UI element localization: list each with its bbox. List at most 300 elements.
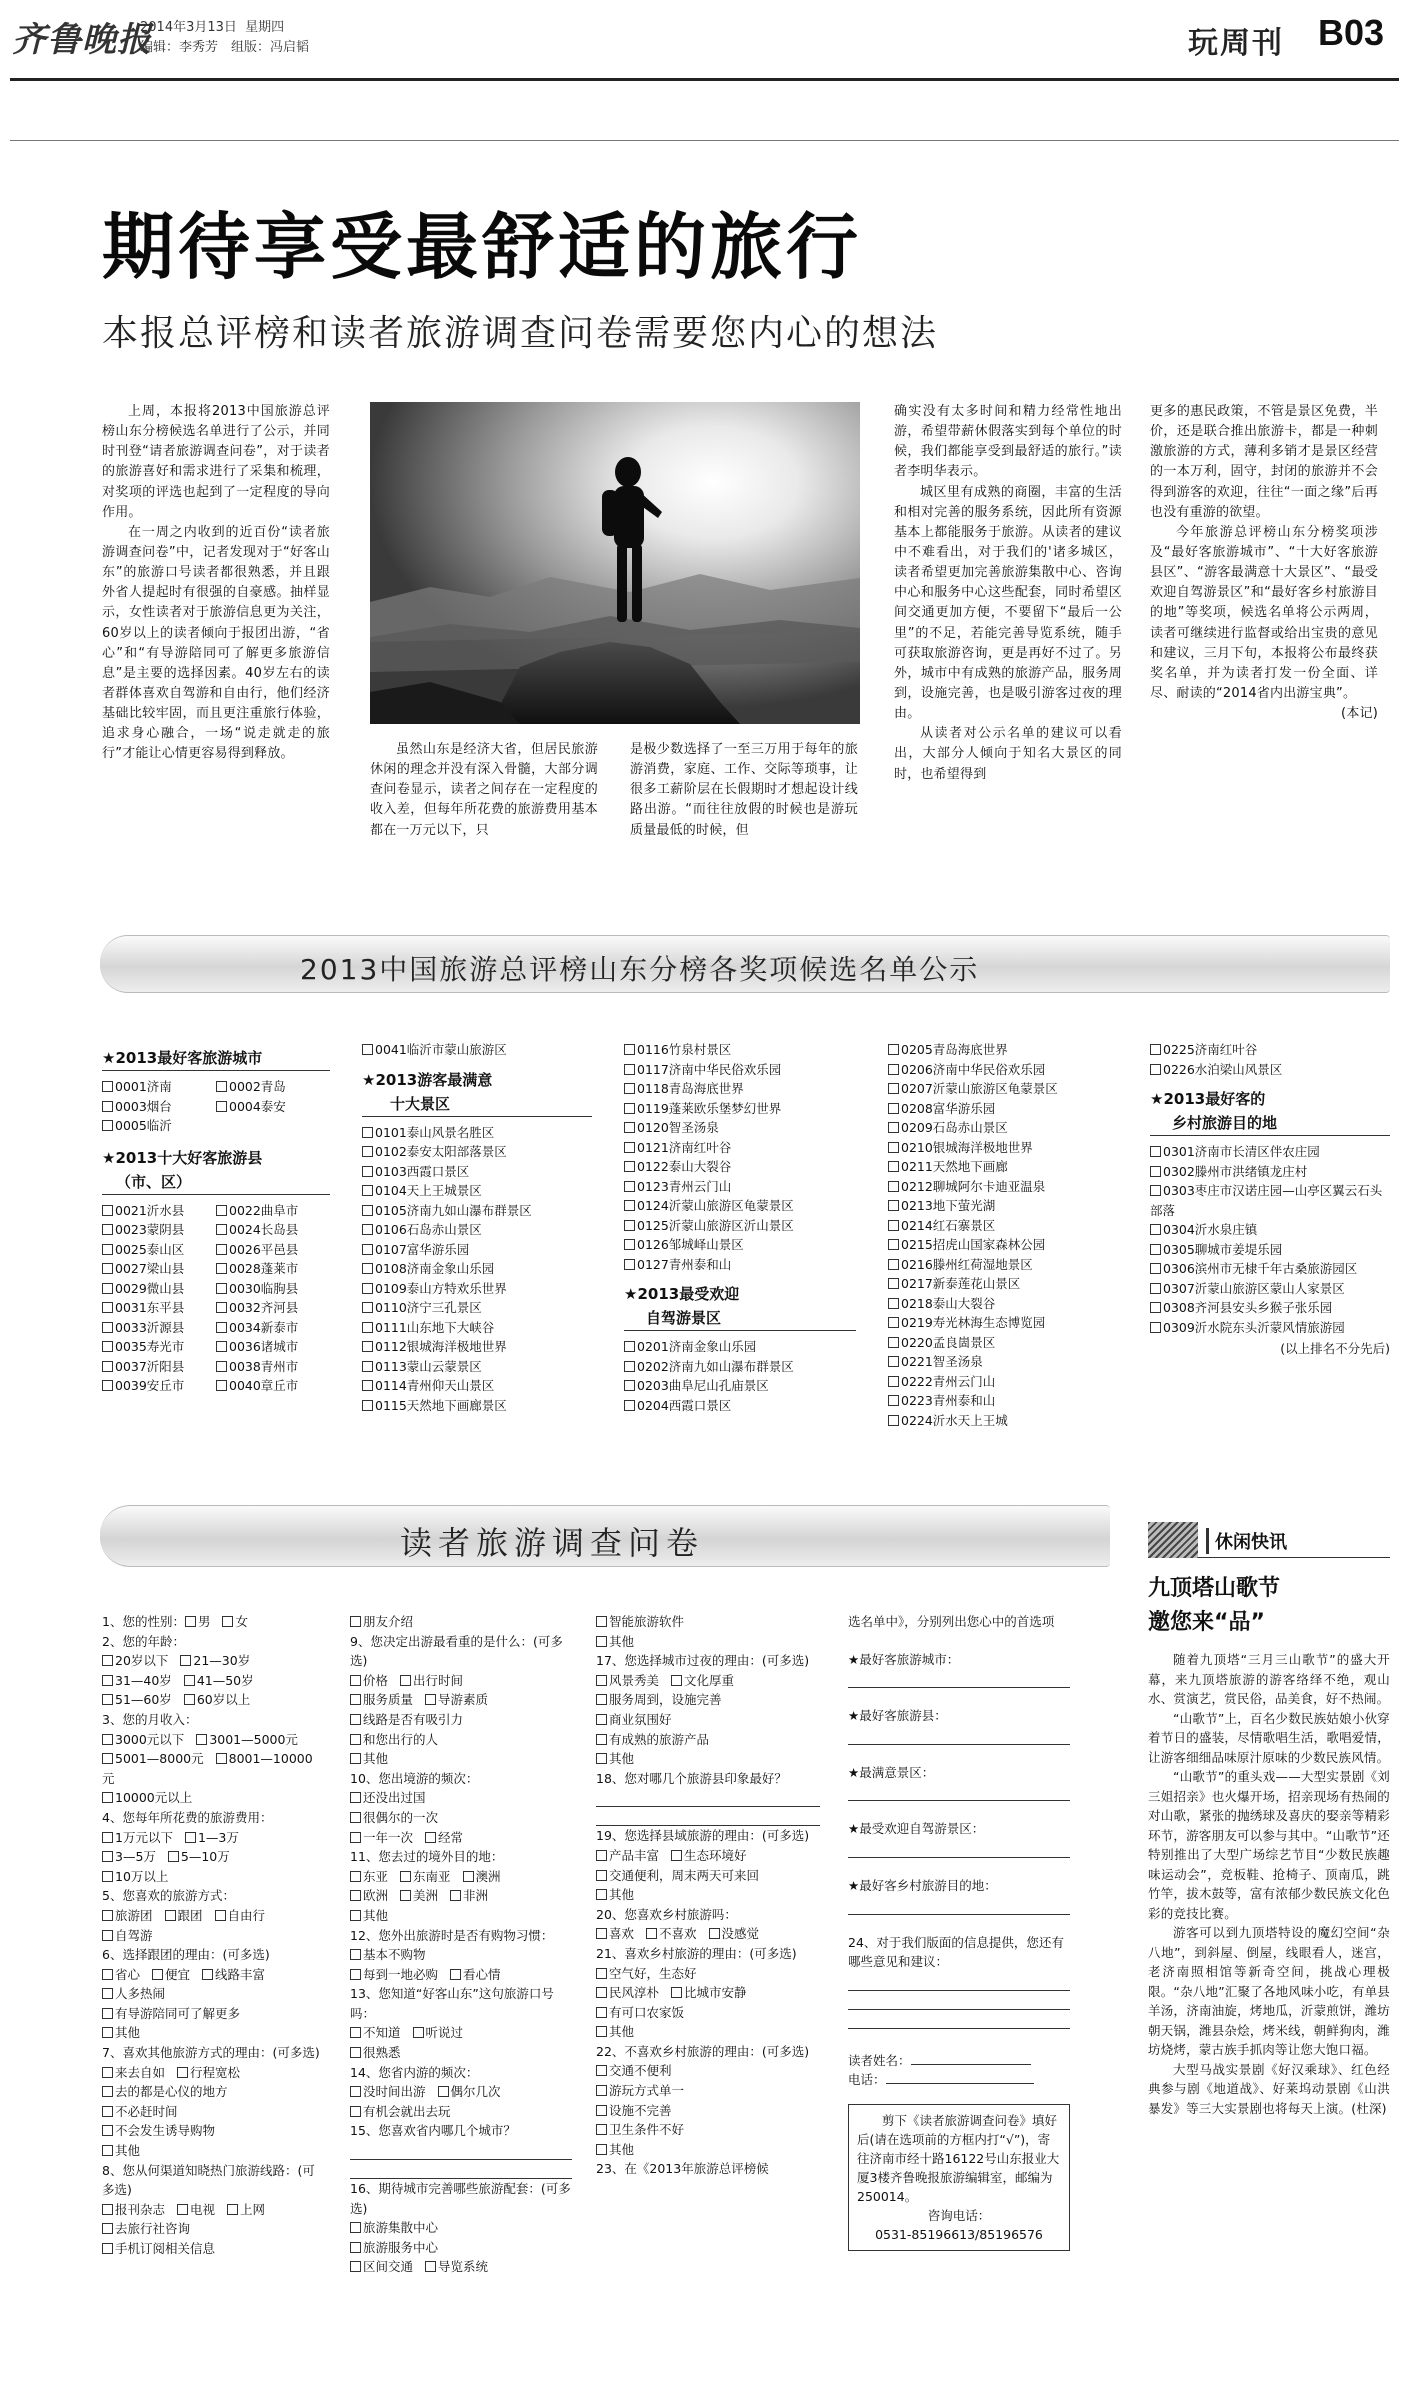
answer-line[interactable] bbox=[848, 1839, 1070, 1858]
checkbox[interactable] bbox=[624, 1200, 635, 1211]
survey-option[interactable] bbox=[350, 1732, 438, 1747]
survey-option[interactable] bbox=[102, 2221, 190, 2236]
survey-option[interactable] bbox=[102, 2104, 178, 2119]
survey-option[interactable] bbox=[413, 2025, 464, 2040]
checkbox[interactable] bbox=[202, 1969, 213, 1980]
survey-option[interactable] bbox=[350, 1810, 438, 1825]
checkbox[interactable] bbox=[596, 2065, 607, 2076]
answer-line[interactable] bbox=[848, 1991, 1070, 2010]
survey-option[interactable] bbox=[596, 2063, 672, 2078]
checkbox[interactable] bbox=[888, 1200, 899, 1211]
survey-option[interactable] bbox=[463, 1869, 501, 1884]
checkbox[interactable] bbox=[888, 1278, 899, 1289]
reader-name-field[interactable] bbox=[911, 2053, 1031, 2065]
checkbox[interactable] bbox=[165, 1910, 176, 1921]
survey-option[interactable] bbox=[185, 1614, 211, 1629]
survey-option[interactable] bbox=[102, 1692, 172, 1707]
survey-option[interactable] bbox=[180, 1653, 250, 1668]
checkbox[interactable] bbox=[1150, 1283, 1161, 1294]
checkbox[interactable] bbox=[350, 1812, 361, 1823]
checkbox[interactable] bbox=[102, 1910, 113, 1921]
checkbox[interactable] bbox=[400, 1871, 411, 1882]
survey-option[interactable] bbox=[350, 1908, 388, 1923]
survey-option[interactable] bbox=[671, 1985, 747, 2000]
checkbox[interactable] bbox=[216, 1341, 227, 1352]
survey-option[interactable] bbox=[350, 2220, 438, 2235]
survey-option[interactable] bbox=[102, 2202, 165, 2217]
checkbox[interactable] bbox=[102, 2086, 113, 2097]
checkbox[interactable] bbox=[350, 2242, 361, 2253]
survey-option[interactable] bbox=[185, 1830, 239, 1845]
checkbox[interactable] bbox=[362, 1341, 373, 1352]
checkbox[interactable] bbox=[1150, 1263, 1161, 1274]
checkbox[interactable] bbox=[888, 1259, 899, 1270]
checkbox[interactable] bbox=[102, 1792, 113, 1803]
survey-option[interactable] bbox=[350, 1830, 413, 1845]
checkbox[interactable] bbox=[102, 1244, 113, 1255]
survey-option[interactable] bbox=[184, 1673, 254, 1688]
survey-option[interactable] bbox=[102, 1790, 192, 1805]
checkbox[interactable] bbox=[596, 2144, 607, 2155]
survey-option[interactable] bbox=[102, 1869, 168, 1884]
checkbox[interactable] bbox=[596, 2124, 607, 2135]
survey-option[interactable] bbox=[450, 1967, 501, 1982]
checkbox[interactable] bbox=[362, 1185, 373, 1196]
survey-option[interactable] bbox=[102, 1908, 153, 1923]
checkbox[interactable] bbox=[102, 1675, 113, 1686]
checkbox[interactable] bbox=[102, 1322, 113, 1333]
checkbox[interactable] bbox=[102, 2125, 113, 2136]
reader-phone-field[interactable] bbox=[886, 2072, 1034, 2084]
checkbox[interactable] bbox=[227, 2204, 238, 2215]
survey-option[interactable] bbox=[177, 2202, 215, 2217]
checkbox[interactable] bbox=[196, 1734, 207, 1745]
answer-line[interactable] bbox=[596, 1807, 820, 1826]
checkbox[interactable] bbox=[362, 1263, 373, 1274]
checkbox[interactable] bbox=[177, 2067, 188, 2078]
survey-option[interactable] bbox=[596, 1966, 697, 1981]
checkbox[interactable] bbox=[596, 1734, 607, 1745]
checkbox[interactable] bbox=[888, 1122, 899, 1133]
survey-option[interactable] bbox=[596, 1634, 634, 1649]
survey-option[interactable] bbox=[400, 1673, 463, 1688]
checkbox[interactable] bbox=[216, 1302, 227, 1313]
survey-option[interactable] bbox=[596, 2005, 684, 2020]
checkbox[interactable] bbox=[362, 1166, 373, 1177]
survey-option[interactable] bbox=[350, 1673, 388, 1688]
checkbox[interactable] bbox=[596, 2026, 607, 2037]
survey-option[interactable] bbox=[596, 1673, 659, 1688]
checkbox[interactable] bbox=[102, 2008, 113, 2019]
checkbox[interactable] bbox=[216, 1081, 227, 1092]
survey-option[interactable] bbox=[671, 1848, 747, 1863]
checkbox[interactable] bbox=[671, 1675, 682, 1686]
checkbox[interactable] bbox=[362, 1283, 373, 1294]
survey-option[interactable] bbox=[222, 1614, 248, 1629]
checkbox[interactable] bbox=[216, 1224, 227, 1235]
checkbox[interactable] bbox=[102, 1101, 113, 1112]
survey-option[interactable] bbox=[102, 1986, 165, 2001]
survey-option[interactable] bbox=[709, 1926, 760, 1941]
checkbox[interactable] bbox=[624, 1122, 635, 1133]
survey-option[interactable] bbox=[350, 1614, 413, 1629]
checkbox[interactable] bbox=[596, 1987, 607, 1998]
survey-option[interactable] bbox=[350, 2084, 426, 2099]
checkbox[interactable] bbox=[102, 1205, 113, 1216]
checkbox[interactable] bbox=[596, 1850, 607, 1861]
checkbox[interactable] bbox=[350, 1910, 361, 1921]
survey-option[interactable] bbox=[102, 1967, 140, 1982]
checkbox[interactable] bbox=[350, 2027, 361, 2038]
checkbox[interactable] bbox=[888, 1317, 899, 1328]
survey-option[interactable] bbox=[102, 2025, 140, 2040]
checkbox[interactable] bbox=[413, 2027, 424, 2038]
checkbox[interactable] bbox=[102, 1224, 113, 1235]
survey-option[interactable] bbox=[202, 1967, 265, 1982]
survey-option[interactable] bbox=[400, 1869, 451, 1884]
checkbox[interactable] bbox=[350, 1694, 361, 1705]
checkbox[interactable] bbox=[216, 1753, 227, 1764]
checkbox[interactable] bbox=[350, 1616, 361, 1627]
checkbox[interactable] bbox=[102, 1871, 113, 1882]
checkbox[interactable] bbox=[1150, 1224, 1161, 1235]
survey-option[interactable] bbox=[168, 1849, 230, 1864]
checkbox[interactable] bbox=[1150, 1185, 1161, 1196]
survey-option[interactable] bbox=[596, 1692, 722, 1707]
answer-line[interactable] bbox=[848, 1782, 1070, 1801]
checkbox[interactable] bbox=[350, 1734, 361, 1745]
checkbox[interactable] bbox=[624, 1161, 635, 1172]
survey-option[interactable] bbox=[646, 1926, 697, 1941]
checkbox[interactable] bbox=[350, 1714, 361, 1725]
checkbox[interactable] bbox=[362, 1302, 373, 1313]
checkbox[interactable] bbox=[102, 2223, 113, 2234]
checkbox[interactable] bbox=[102, 1930, 113, 1941]
checkbox[interactable] bbox=[102, 1753, 113, 1764]
survey-option[interactable] bbox=[596, 1926, 634, 1941]
checkbox[interactable] bbox=[888, 1376, 899, 1387]
checkbox[interactable] bbox=[646, 1928, 657, 1939]
checkbox[interactable] bbox=[671, 1987, 682, 1998]
survey-option[interactable] bbox=[596, 1751, 634, 1766]
answer-line[interactable] bbox=[596, 1788, 820, 1807]
checkbox[interactable] bbox=[624, 1064, 635, 1075]
survey-option[interactable] bbox=[350, 2259, 413, 2274]
checkbox[interactable] bbox=[596, 1968, 607, 1979]
survey-option[interactable] bbox=[102, 2123, 215, 2138]
checkbox[interactable] bbox=[102, 1120, 113, 1131]
survey-option[interactable] bbox=[102, 2241, 215, 2256]
survey-option[interactable] bbox=[102, 2143, 140, 2158]
checkbox[interactable] bbox=[350, 1890, 361, 1901]
checkbox[interactable] bbox=[1150, 1146, 1161, 1157]
checkbox[interactable] bbox=[215, 1910, 226, 1921]
checkbox[interactable] bbox=[888, 1083, 899, 1094]
checkbox[interactable] bbox=[596, 1928, 607, 1939]
survey-option[interactable] bbox=[438, 2084, 501, 2099]
checkbox[interactable] bbox=[216, 1205, 227, 1216]
checkbox[interactable] bbox=[624, 1103, 635, 1114]
checkbox[interactable] bbox=[888, 1161, 899, 1172]
checkbox[interactable] bbox=[350, 2261, 361, 2272]
checkbox[interactable] bbox=[400, 1890, 411, 1901]
checkbox[interactable] bbox=[450, 1890, 461, 1901]
checkbox[interactable] bbox=[102, 1851, 113, 1862]
survey-option[interactable] bbox=[400, 1888, 438, 1903]
answer-line[interactable] bbox=[848, 1669, 1070, 1688]
checkbox[interactable] bbox=[216, 1283, 227, 1294]
survey-option[interactable] bbox=[350, 2104, 451, 2119]
checkbox[interactable] bbox=[102, 2106, 113, 2117]
checkbox[interactable] bbox=[102, 1081, 113, 1092]
checkbox[interactable] bbox=[888, 1142, 899, 1153]
checkbox[interactable] bbox=[596, 1616, 607, 1627]
checkbox[interactable] bbox=[888, 1239, 899, 1250]
survey-option[interactable] bbox=[596, 1887, 634, 1902]
list-item bbox=[102, 1357, 216, 1377]
survey-option[interactable] bbox=[227, 2202, 265, 2217]
survey-option[interactable] bbox=[350, 2025, 401, 2040]
checkbox[interactable] bbox=[216, 1263, 227, 1274]
survey-option[interactable] bbox=[350, 1751, 388, 1766]
survey-option[interactable] bbox=[596, 1848, 659, 1863]
checkbox[interactable] bbox=[596, 2007, 607, 2018]
checkbox[interactable] bbox=[1150, 1302, 1161, 1313]
checkbox[interactable] bbox=[425, 1832, 436, 1843]
answer-line[interactable] bbox=[848, 2010, 1070, 2029]
checkbox[interactable] bbox=[624, 1361, 635, 1372]
survey-option[interactable] bbox=[596, 1985, 659, 2000]
checkbox[interactable] bbox=[102, 2145, 113, 2156]
survey-option[interactable] bbox=[425, 1830, 463, 1845]
checkbox[interactable] bbox=[624, 1083, 635, 1094]
checkbox[interactable] bbox=[362, 1244, 373, 1255]
checkbox[interactable] bbox=[624, 1380, 635, 1391]
checkbox[interactable] bbox=[350, 1949, 361, 1960]
survey-option[interactable] bbox=[350, 1790, 426, 1805]
survey-option[interactable] bbox=[350, 1712, 463, 1727]
survey-option[interactable] bbox=[350, 2240, 438, 2255]
survey-option[interactable] bbox=[102, 1732, 184, 1747]
checkbox[interactable] bbox=[350, 1969, 361, 1980]
survey-options bbox=[102, 2004, 324, 2024]
survey-option[interactable] bbox=[596, 2142, 634, 2157]
checkbox[interactable] bbox=[102, 1969, 113, 1980]
checkbox[interactable] bbox=[102, 1988, 113, 1999]
survey-option[interactable] bbox=[152, 1967, 190, 1982]
checkbox[interactable] bbox=[350, 2086, 361, 2097]
checkbox[interactable] bbox=[102, 1341, 113, 1352]
checkbox[interactable] bbox=[185, 1616, 196, 1627]
survey-option[interactable] bbox=[350, 1869, 388, 1884]
checkbox[interactable] bbox=[350, 1675, 361, 1686]
survey-option[interactable] bbox=[450, 1888, 488, 1903]
checkbox[interactable] bbox=[362, 1205, 373, 1216]
checkbox[interactable] bbox=[362, 1224, 373, 1235]
answer-line[interactable] bbox=[848, 1726, 1070, 1745]
survey-option[interactable] bbox=[196, 1732, 298, 1747]
checkbox[interactable] bbox=[350, 1792, 361, 1803]
survey-option[interactable] bbox=[184, 1692, 250, 1707]
checkbox[interactable] bbox=[102, 1302, 113, 1313]
checkbox[interactable] bbox=[624, 1400, 635, 1411]
checkbox[interactable] bbox=[216, 1361, 227, 1372]
checkbox[interactable] bbox=[888, 1395, 899, 1406]
checkbox[interactable] bbox=[168, 1851, 179, 1862]
survey-option[interactable] bbox=[177, 2065, 240, 2080]
checkbox[interactable] bbox=[888, 1064, 899, 1075]
checkbox[interactable] bbox=[463, 1871, 474, 1882]
checkbox[interactable] bbox=[362, 1044, 373, 1055]
survey-option[interactable] bbox=[102, 2065, 165, 2080]
sidebar-paragraph: “山歌节”上，百名少数民族姑娘小伙穿着节日的盛装，尽情歌唱生活，歌唱爱情，让游客细细品味原汁原味的少数民族风情。 bbox=[1148, 1710, 1390, 1765]
list-item-label: 0220孟良崮景区 bbox=[901, 1334, 996, 1350]
checkbox[interactable] bbox=[624, 1239, 635, 1250]
survey-option[interactable] bbox=[596, 2122, 684, 2137]
checkbox[interactable] bbox=[1150, 1044, 1161, 1055]
checkbox[interactable] bbox=[350, 2047, 361, 2058]
checkbox[interactable] bbox=[400, 1675, 411, 1686]
checkbox[interactable] bbox=[450, 1969, 461, 1980]
checkbox[interactable] bbox=[350, 2222, 361, 2233]
checkbox[interactable] bbox=[888, 1337, 899, 1348]
checkbox[interactable] bbox=[102, 2067, 113, 2078]
checkbox[interactable] bbox=[671, 1850, 682, 1861]
checkbox[interactable] bbox=[102, 1734, 113, 1745]
checkbox[interactable] bbox=[624, 1142, 635, 1153]
checkbox[interactable] bbox=[596, 1636, 607, 1647]
checkbox[interactable] bbox=[177, 2204, 188, 2215]
checkbox[interactable] bbox=[362, 1361, 373, 1372]
checkbox[interactable] bbox=[425, 2261, 436, 2272]
survey-option[interactable] bbox=[102, 1849, 156, 1864]
checkbox[interactable] bbox=[596, 2105, 607, 2116]
checkbox[interactable] bbox=[888, 1044, 899, 1055]
checkbox[interactable] bbox=[596, 1889, 607, 1900]
checkbox[interactable] bbox=[888, 1356, 899, 1367]
survey-option[interactable] bbox=[596, 2083, 684, 2098]
checkbox[interactable] bbox=[350, 1832, 361, 1843]
checkbox[interactable] bbox=[216, 1244, 227, 1255]
checkbox[interactable] bbox=[624, 1259, 635, 1270]
checkbox[interactable] bbox=[102, 2243, 113, 2254]
checkbox[interactable] bbox=[1150, 1244, 1161, 1255]
survey-option[interactable] bbox=[102, 1830, 173, 1845]
checkbox[interactable] bbox=[1150, 1064, 1161, 1075]
checkbox[interactable] bbox=[102, 1694, 113, 1705]
checkbox[interactable] bbox=[596, 1714, 607, 1725]
survey-option[interactable] bbox=[425, 1692, 488, 1707]
checkbox[interactable] bbox=[185, 1832, 196, 1843]
checkbox[interactable] bbox=[888, 1220, 899, 1231]
survey-option[interactable] bbox=[165, 1908, 203, 1923]
checkbox[interactable] bbox=[362, 1380, 373, 1391]
option-label: 自驾游 bbox=[115, 1927, 153, 1943]
checkbox[interactable] bbox=[624, 1220, 635, 1231]
list-item-label: 0113蒙山云蒙景区 bbox=[375, 1358, 482, 1374]
checkbox[interactable] bbox=[102, 1361, 113, 1372]
survey-option[interactable] bbox=[350, 1947, 426, 1962]
checkbox[interactable] bbox=[102, 2027, 113, 2038]
checkbox[interactable] bbox=[888, 1415, 899, 1426]
survey-option[interactable] bbox=[350, 1967, 438, 1982]
survey-option[interactable] bbox=[350, 1692, 413, 1707]
checkbox[interactable] bbox=[102, 1832, 113, 1843]
checkbox[interactable] bbox=[152, 1969, 163, 1980]
survey-option[interactable] bbox=[102, 1673, 172, 1688]
survey-option[interactable] bbox=[102, 1653, 168, 1668]
checkbox[interactable] bbox=[102, 1655, 113, 1666]
answer-line[interactable] bbox=[848, 1896, 1070, 1915]
checkbox[interactable] bbox=[102, 1283, 113, 1294]
list-item-label: 0039安丘市 bbox=[115, 1378, 185, 1393]
survey-option[interactable] bbox=[350, 1888, 388, 1903]
checkbox[interactable] bbox=[216, 1101, 227, 1112]
checkbox[interactable] bbox=[362, 1400, 373, 1411]
checkbox[interactable] bbox=[888, 1298, 899, 1309]
checkbox[interactable] bbox=[350, 2106, 361, 2117]
survey-option[interactable] bbox=[596, 2024, 634, 2039]
survey-option[interactable] bbox=[350, 2045, 401, 2060]
checkbox[interactable] bbox=[709, 1928, 720, 1939]
checkbox[interactable] bbox=[624, 1341, 635, 1352]
checkbox[interactable] bbox=[425, 1694, 436, 1705]
checkbox[interactable] bbox=[596, 2085, 607, 2096]
survey-option[interactable] bbox=[596, 1614, 684, 1629]
survey-option[interactable] bbox=[102, 2084, 228, 2099]
checkbox[interactable] bbox=[180, 1655, 191, 1666]
checkbox[interactable] bbox=[362, 1322, 373, 1333]
answer-line[interactable] bbox=[848, 1972, 1070, 1991]
checkbox[interactable] bbox=[888, 1103, 899, 1114]
checkbox[interactable] bbox=[596, 1675, 607, 1686]
checkbox[interactable] bbox=[350, 1871, 361, 1882]
answer-line[interactable] bbox=[350, 2160, 572, 2179]
checkbox[interactable] bbox=[362, 1127, 373, 1138]
checkbox[interactable] bbox=[888, 1181, 899, 1192]
checkbox[interactable] bbox=[1150, 1322, 1161, 1333]
survey-option[interactable] bbox=[596, 1868, 759, 1883]
checkbox[interactable] bbox=[216, 1380, 227, 1391]
survey-option[interactable] bbox=[596, 1712, 672, 1727]
checkbox[interactable] bbox=[222, 1616, 233, 1627]
checkbox[interactable] bbox=[102, 2204, 113, 2215]
survey-option[interactable] bbox=[596, 1732, 709, 1747]
checkbox[interactable] bbox=[184, 1675, 195, 1686]
survey-option[interactable] bbox=[215, 1908, 266, 1923]
survey-option[interactable] bbox=[671, 1673, 734, 1688]
answer-line[interactable] bbox=[350, 2141, 572, 2160]
checkbox[interactable] bbox=[624, 1044, 635, 1055]
survey-option[interactable] bbox=[102, 1928, 153, 1943]
checkbox[interactable] bbox=[1150, 1166, 1161, 1177]
survey-option[interactable] bbox=[425, 2259, 488, 2274]
checkbox[interactable] bbox=[102, 1380, 113, 1391]
checkbox[interactable] bbox=[596, 1870, 607, 1881]
checkbox[interactable] bbox=[624, 1181, 635, 1192]
checkbox[interactable] bbox=[362, 1146, 373, 1157]
checkbox[interactable] bbox=[184, 1694, 195, 1705]
checkbox[interactable] bbox=[596, 1753, 607, 1764]
checkbox[interactable] bbox=[350, 1753, 361, 1764]
survey-option[interactable] bbox=[102, 2006, 240, 2021]
checkbox[interactable] bbox=[216, 1322, 227, 1333]
survey-option[interactable] bbox=[102, 1751, 204, 1766]
checkbox[interactable] bbox=[102, 1263, 113, 1274]
survey-option[interactable] bbox=[596, 2103, 672, 2118]
checkbox[interactable] bbox=[438, 2086, 449, 2097]
checkbox[interactable] bbox=[596, 1694, 607, 1705]
